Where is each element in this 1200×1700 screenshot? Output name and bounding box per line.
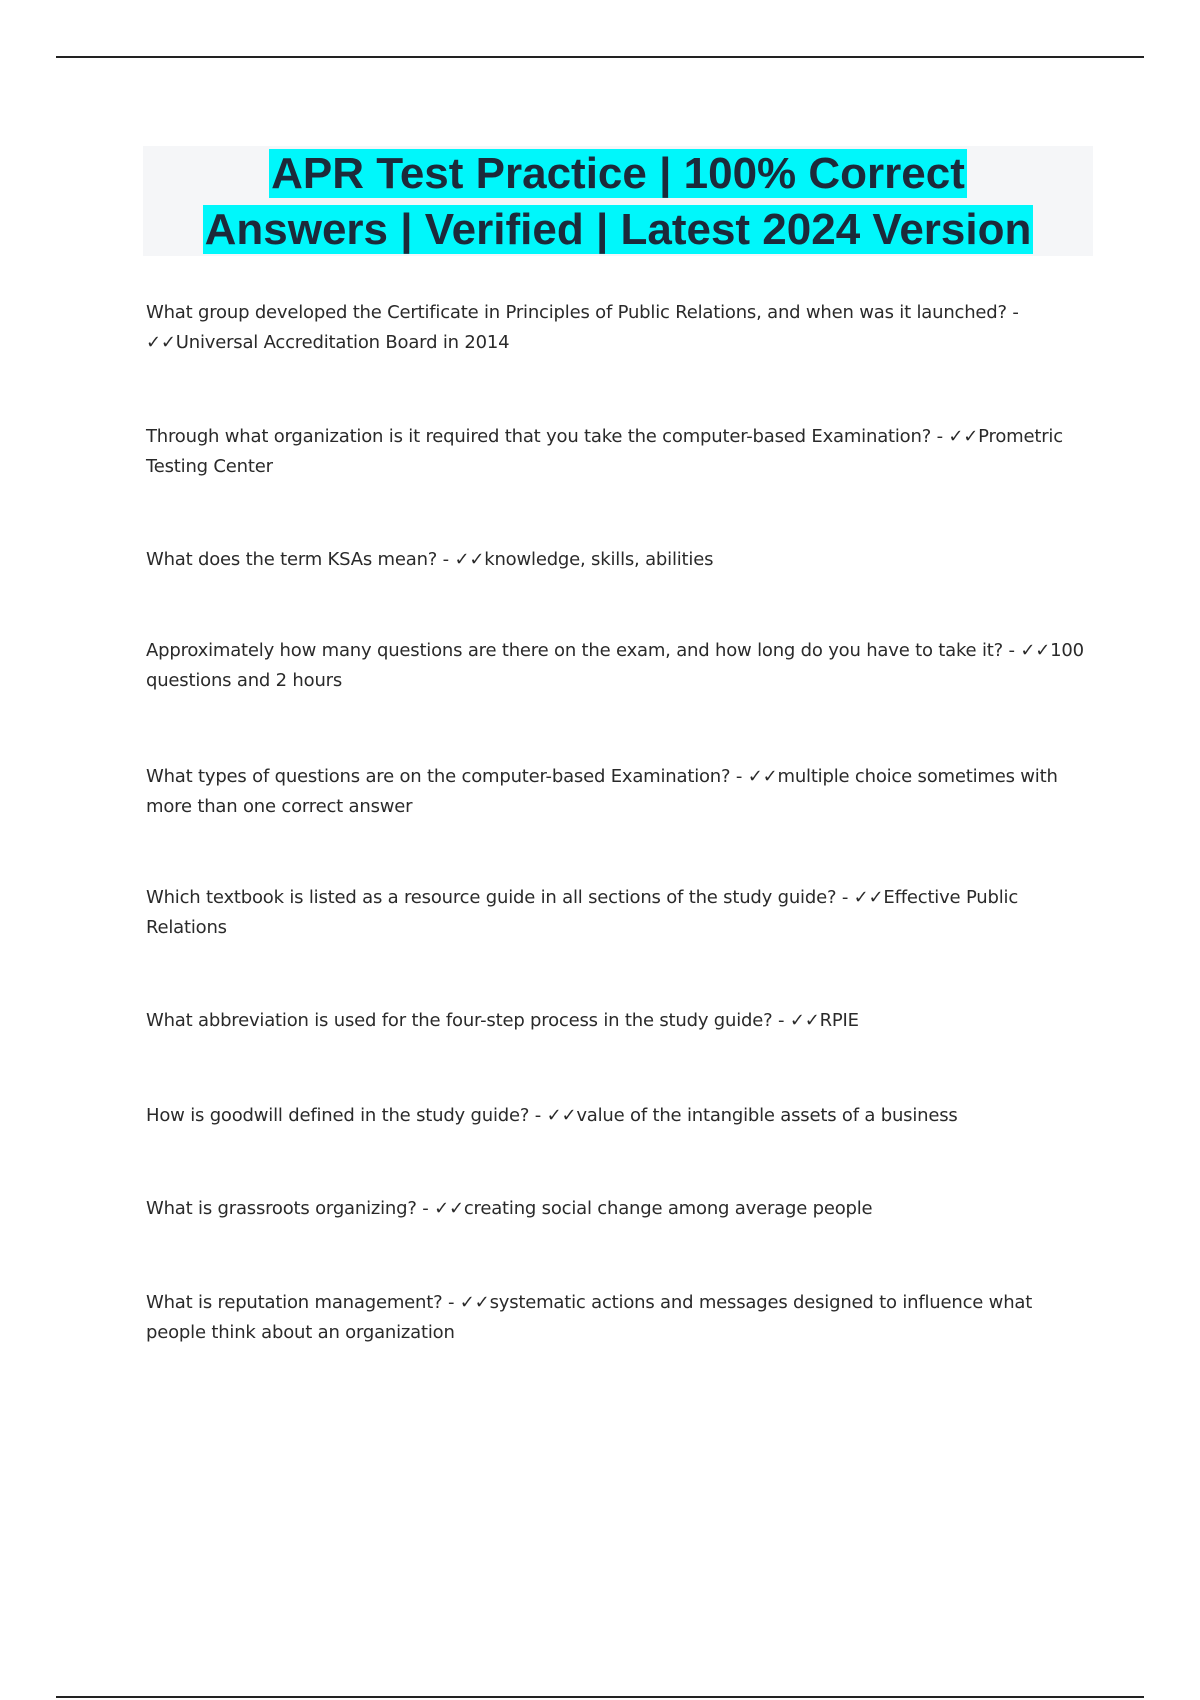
qa-item (146, 545, 1091, 575)
separator: - (442, 1292, 460, 1313)
qa-item (146, 883, 1091, 943)
document-title (143, 146, 1093, 256)
answer-text: Effective Public Relations (146, 887, 1019, 938)
separator: - (437, 549, 455, 570)
separator: - (1006, 302, 1019, 323)
title-line-2 (143, 202, 1093, 258)
separator: - (730, 766, 748, 787)
answer-text: 100 questions and 2 hours (146, 640, 1084, 691)
qa-item (146, 1288, 1091, 1348)
question-text: What types of questions are on the computer-based Examination? (146, 766, 731, 787)
answer-text: Universal Accreditation Board in 2014 (175, 332, 510, 353)
answer-text: Prometric Testing Center (146, 426, 1063, 477)
question-text: What is grassroots organizing? (146, 1198, 417, 1219)
question-text: How is goodwill defined in the study guide? (146, 1105, 530, 1126)
separator: - (416, 1198, 435, 1219)
bottom-rule (56, 1696, 1144, 1698)
top-rule (56, 56, 1144, 58)
question-text: What abbreviation is used for the four-step process in the study guide? (146, 1010, 773, 1031)
check-marks-icon: ✓✓ (747, 766, 778, 787)
qa-item (146, 636, 1091, 696)
check-marks-icon: ✓✓ (1020, 640, 1051, 661)
question-text: Which textbook is listed as a resource guide in all sections of the study guide? (146, 887, 837, 908)
answer-text: creating social change among average people (463, 1198, 873, 1219)
check-marks-icon: ✓✓ (546, 1105, 577, 1126)
answer-text: value of the intangible assets of a business (576, 1105, 958, 1126)
qa-item (146, 298, 1091, 358)
check-marks-icon: ✓✓ (459, 1292, 490, 1313)
check-marks-icon: ✓✓ (948, 426, 979, 447)
qa-item (146, 1101, 1091, 1131)
title-line-2-text: Answers | Verified | Latest 2024 Version (204, 205, 1032, 254)
separator: - (772, 1010, 790, 1031)
answer-text: RPIE (819, 1010, 859, 1031)
answer-text: systematic actions and messages designed to influence what people think about an organization (146, 1292, 1033, 1343)
separator: - (529, 1105, 547, 1126)
separator: - (931, 426, 949, 447)
qa-item (146, 422, 1091, 482)
answer-text: knowledge, skills, abilities (484, 549, 714, 570)
question-text: What group developed the Certificate in Principles of Public Relations, and when was it launched? (146, 302, 1007, 323)
qa-item (146, 1194, 1091, 1224)
qa-item (146, 1006, 1091, 1036)
qa-item (146, 762, 1091, 822)
answer-text: multiple choice sometimes with more than one correct answer (146, 766, 1058, 817)
separator: - (836, 887, 854, 908)
question-text: What does the term KSAs mean? (146, 549, 438, 570)
separator: - (1002, 640, 1021, 661)
question-text: Through what organization is it required that you take the computer-based Examination? (146, 426, 932, 447)
title-line-1 (143, 146, 1093, 202)
check-marks-icon: ✓✓ (789, 1010, 820, 1031)
check-marks-icon: ✓✓ (853, 887, 884, 908)
question-text: What is reputation management? (146, 1292, 443, 1313)
check-marks-icon: ✓✓ (146, 332, 176, 353)
question-text: Approximately how many questions are there on the exam, and how long do you have to take it? (146, 640, 1003, 661)
title-line-1-text: APR Test Practice | 100% Correct (271, 149, 965, 198)
check-marks-icon: ✓✓ (434, 1198, 464, 1219)
check-marks-icon: ✓✓ (454, 549, 485, 570)
